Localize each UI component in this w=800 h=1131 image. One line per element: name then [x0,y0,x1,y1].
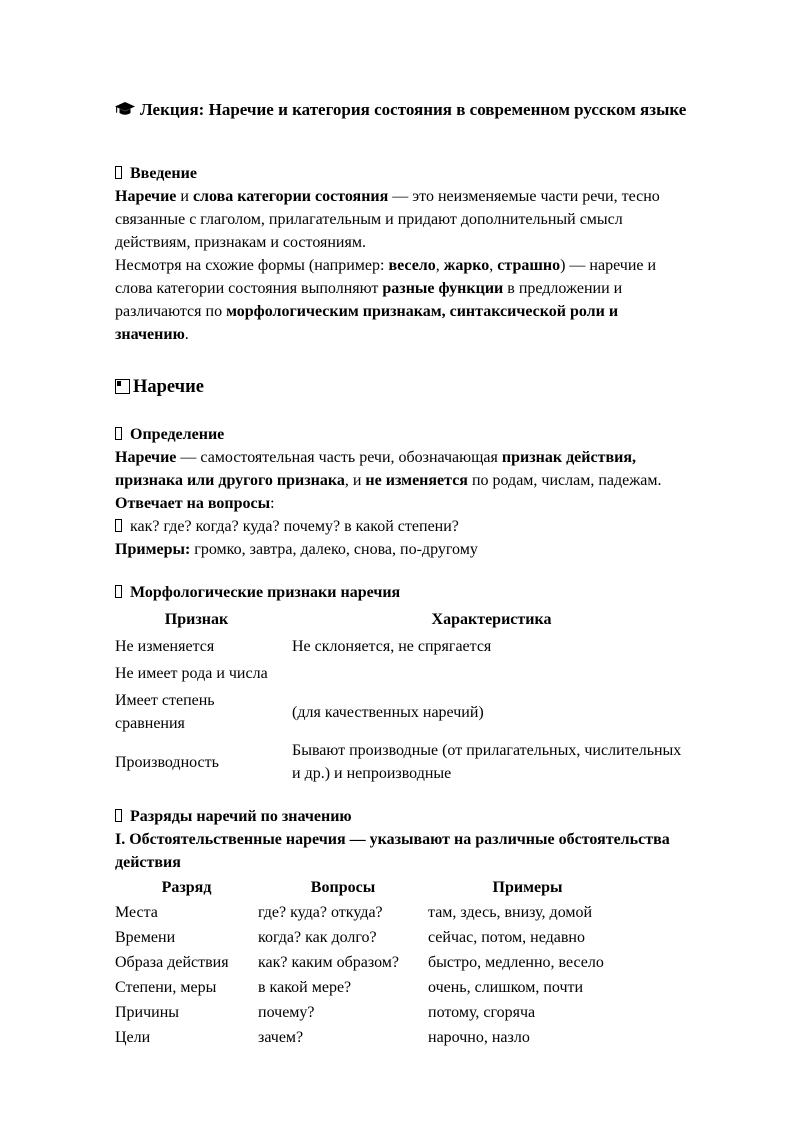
lecture-title-text: Лекция: Наречие и категория состояния в современном русском языке [140,100,687,119]
text-run: по родам, числам, падежам. [467,472,662,489]
table-row [115,1000,627,1025]
cell-feature: Не имеет рода и числа [115,665,268,682]
cell-characteristic: Не склоняется, не спрягается [292,638,492,655]
column-header-characteristic: Характеристика [431,611,552,628]
text-run: в предложении и различаются по [115,280,623,320]
section-heading-adverb [115,376,691,399]
missing-glyph-icon [115,519,122,532]
definition-paragraph [115,446,691,492]
text-run: и [176,188,193,205]
table-row [115,737,691,787]
column-header-examples: Примеры [492,879,563,896]
cell-category: Степени, меры [115,979,217,996]
section-heading-features [115,581,691,604]
bold-run: Наречие [115,449,177,466]
column-header-questions: Вопросы [310,879,376,896]
graduation-cap-icon [115,100,135,124]
cell-feature: Не изменяется [115,638,215,655]
bold-run: весело [388,257,436,274]
section-heading-text: Разряды наречий по значению [130,808,352,825]
text-run: . [184,326,189,343]
cell-examples: очень, слишком, почти [428,979,584,996]
text-run: — самостоятельная часть речи, обозначающая [176,449,502,466]
section-heading-definition [115,423,691,446]
table-row [115,1025,627,1050]
bold-run: морфологическим признакам, синтаксической роли и значению [115,303,619,343]
missing-glyph-icon [115,809,122,822]
cell-examples: потому, сгоряча [428,1004,536,1021]
examples-line [115,538,691,561]
bold-run: жарко [443,257,490,274]
text-run: громко, завтра, далеко, снова, по-другому [190,541,478,558]
cell-category: Образа действия [115,954,229,971]
text-run: как? где? когда? куда? почему? в какой степени? [130,518,459,535]
section-heading-introduction [115,162,691,185]
text-run: ) — наречие и слова категории состояния выполняют [115,257,657,297]
text-run: , и [344,472,366,489]
cell-category: Времени [115,929,176,946]
section-heading-text: Морфологические признаки наречия [130,584,401,601]
section-heading-text: Определение [130,426,225,443]
cell-questions: почему? [258,1004,315,1021]
cell-examples: нарочно, назло [428,1029,530,1046]
cell-examples: там, здесь, внизу, домой [428,904,593,921]
table-header-row [115,875,627,900]
questions-line [115,515,691,538]
column-header-feature: Признак [164,611,229,628]
lecture-title [115,98,691,124]
section-heading-text: Наречие [133,377,204,397]
table-row [115,900,627,925]
bold-run: I. Обстоятельственные наречия — указывают на различные обстоятельства действия [115,831,670,871]
cell-category: Причины [115,1004,180,1021]
categories-subheading [115,828,691,874]
section-heading-categories [115,805,691,828]
table-row [115,660,691,687]
cell-feature: Производность [115,753,219,771]
table-row [115,925,627,950]
text-run: , [435,257,444,274]
cell-characteristic [292,660,691,687]
section-heading-text: Введение [130,165,197,182]
missing-glyph-square-icon [115,379,130,394]
cell-feature: Имеет степень сравнения [115,692,215,732]
missing-glyph-icon [115,427,122,440]
text-run: Несмотря на схожие формы (например: [115,257,389,274]
bold-run: Примеры: [115,541,191,558]
text-run: : [270,495,275,512]
bold-run: Наречие [115,188,177,205]
missing-glyph-icon [115,585,122,598]
cell-examples: сейчас, потом, недавно [428,929,585,946]
cell-questions: зачем? [258,1029,304,1046]
bold-run: Отвечает на вопросы [115,495,271,512]
cell-questions: где? куда? откуда? [258,904,383,921]
table-header-row [115,606,691,633]
table-row [115,975,627,1000]
table-row [115,950,627,975]
bold-run: слова категории состояния [192,188,389,205]
cell-questions: как? каким образом? [258,954,399,971]
column-header-category: Разряд [161,879,212,896]
cell-category: Места [115,904,158,921]
intro-paragraph-2 [115,254,691,346]
intro-paragraph-1 [115,185,691,254]
cell-characteristic: Бывают производные (от прилагательных, числительных и др.) и непроизводные [292,742,682,782]
bold-run: разные функции [382,280,504,297]
categories-table [115,875,627,1050]
questions-label [115,492,691,515]
bold-run: не изменяется [365,472,468,489]
cell-category: Цели [115,1029,151,1046]
cell-examples: быстро, медленно, весело [428,954,604,971]
cell-questions: в какой мере? [258,979,352,996]
text-run: — это неизменяемые части речи, тесно связанные с глаголом, прилагательным и придают дополнительный смысл действиям, признакам и состояниям. [115,188,660,251]
text-run: , [489,257,498,274]
bold-run: страшно [497,257,561,274]
table-row [115,687,691,737]
cell-questions: когда? как долго? [258,929,377,946]
bold-run: признак действия, признака или другого признака [115,449,636,489]
missing-glyph-icon [115,166,122,179]
table-row [115,633,691,660]
cell-characteristic: (для качественных наречий) [292,703,484,721]
features-table [115,606,691,787]
